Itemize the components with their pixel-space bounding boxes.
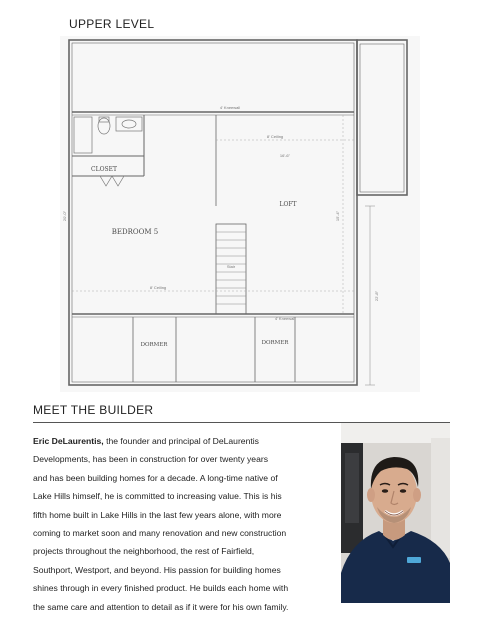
loft-height-dimension: 15'-4": [335, 210, 340, 222]
upper-level-title: UPPER LEVEL: [69, 17, 155, 31]
bio-line: the same care and attention to detail as if it were for his own family.: [33, 601, 289, 612]
annex-wall: [357, 40, 407, 195]
bedroom-label: BEDROOM 5: [111, 228, 159, 236]
dormer-left-label: DORMER: [140, 342, 168, 348]
upper-level-floor-plan: [60, 36, 420, 392]
closet-label: CLOSET: [91, 166, 117, 173]
loft-ceiling-label: 8' Ceiling: [266, 134, 284, 139]
bio-line: coming to market soon and many renovation and new construction: [33, 528, 287, 539]
bio-line: fifth home built in Lake Hills in the last few years alone, with more: [33, 509, 282, 520]
builder-portrait-photo: [341, 423, 450, 603]
bedroom-ceiling-label: 8' Ceiling: [149, 285, 167, 290]
stair-note: Stair: [226, 264, 236, 269]
bio-line: the founder and principal of DeLaurentis: [103, 436, 259, 446]
bio-line: Southport, Westport, and beyond. His passion for building homes: [33, 564, 281, 575]
kneewall-top-label: 4' Kneewall: [219, 105, 241, 110]
bio-line: Developments, has been in construction for over twenty years: [33, 454, 269, 465]
kneewall-bottom-label: 4' Kneewall: [274, 316, 296, 321]
left-dimension: 20'-0": [62, 210, 67, 222]
bio-line: projects throughout the neighborhood, the rest of Fairfield,: [33, 546, 255, 557]
bio-line: shines through in every finished product. He builds each home with: [33, 583, 289, 594]
right-dimension: 22'-8": [374, 290, 379, 302]
builder-name: Eric DeLaurentis,: [33, 436, 104, 446]
outer-wall: [69, 40, 357, 385]
bio-line: and has been building homes for a decade. A long-time native of: [33, 472, 278, 483]
dormer-right-label: DORMER: [261, 340, 289, 346]
bio-line: Lake Hills himself, he is committed to increasing value. This is his: [33, 491, 282, 502]
loft-width-dimension: 16'-6": [279, 153, 291, 158]
meet-the-builder-title: MEET THE BUILDER: [33, 403, 154, 417]
builder-bio: [33, 432, 333, 616]
loft-label: LOFT: [279, 201, 297, 208]
